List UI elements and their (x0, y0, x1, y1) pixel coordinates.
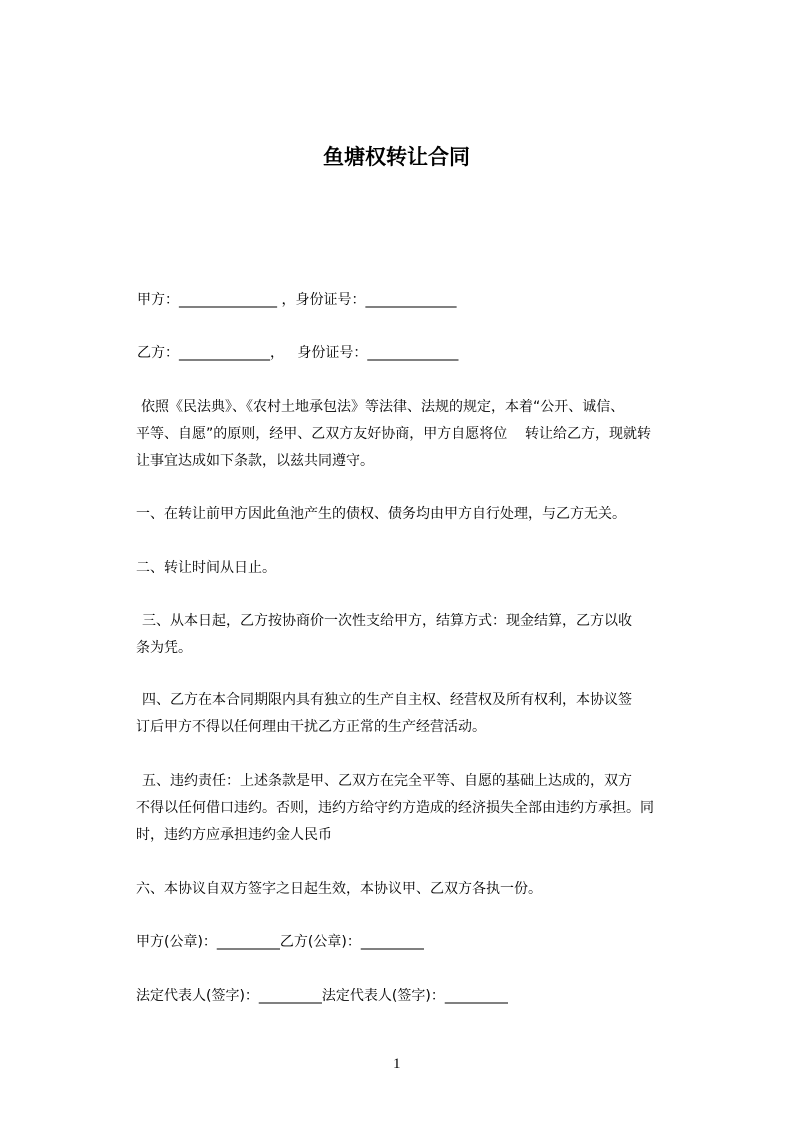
text-line: 时，违约方应承担违约金人民币 (136, 827, 332, 843)
text-line: 三、从本日起，乙方按协商价一次性支给甲方，结算方式：现金结算，乙方以收 (142, 613, 632, 629)
text-line: 订后甲方不得以任何理由干扰乙方正常的生产经营活动。 (136, 719, 486, 735)
text-line: 五、违约责任：上述条款是甲、乙双方在完全平等、自愿的基础上达成的，双方 (142, 773, 632, 789)
text-line: 依照《民法典》、《农村土地承包法》等法律、法规的规定，本着“公开、诚信、 (141, 399, 625, 415)
text-line: 平等、自愿”的原则，经甲、乙双方友好协商，甲方自愿将位 转让给乙方，现就转 (136, 426, 652, 442)
text-line: 六、本协议自双方签字之日起生效，本协议甲、乙双方各执一份。 (136, 881, 542, 897)
text-line: 一、在转让前甲方因此鱼池产生的债权、债务均由甲方自行处理，与乙方无关。 (136, 506, 626, 522)
representative-signature-line: 法定代表人(签字)：_________法定代表人(签字)：_________ (136, 988, 508, 1004)
party-a-line: 甲方：______________ ，身份证号：_____________ (137, 292, 457, 308)
text-line: 条为凭。 (136, 640, 192, 656)
party-b-line: 乙方：_____________， 身份证号：_____________ (137, 345, 459, 361)
text-line: 让事宜达成如下条款，以兹共同遵守。 (136, 453, 374, 469)
seal-signature-line: 甲方(公章)：_________乙方(公章)：_________ (136, 934, 424, 950)
document-title: 鱼塘权转让合同 (323, 145, 470, 169)
text-line: 四、乙方在本合同期限内具有独立的生产自主权、经营权及所有权利，本协议签 (142, 692, 632, 708)
text-line: 二、转让时间从日止。 (136, 560, 276, 576)
page-number: 1 (393, 1056, 401, 1072)
text-line: 不得以任何借口违约。否则，违约方给守约方造成的经济损失全部由违约方承担。同 (136, 800, 654, 816)
